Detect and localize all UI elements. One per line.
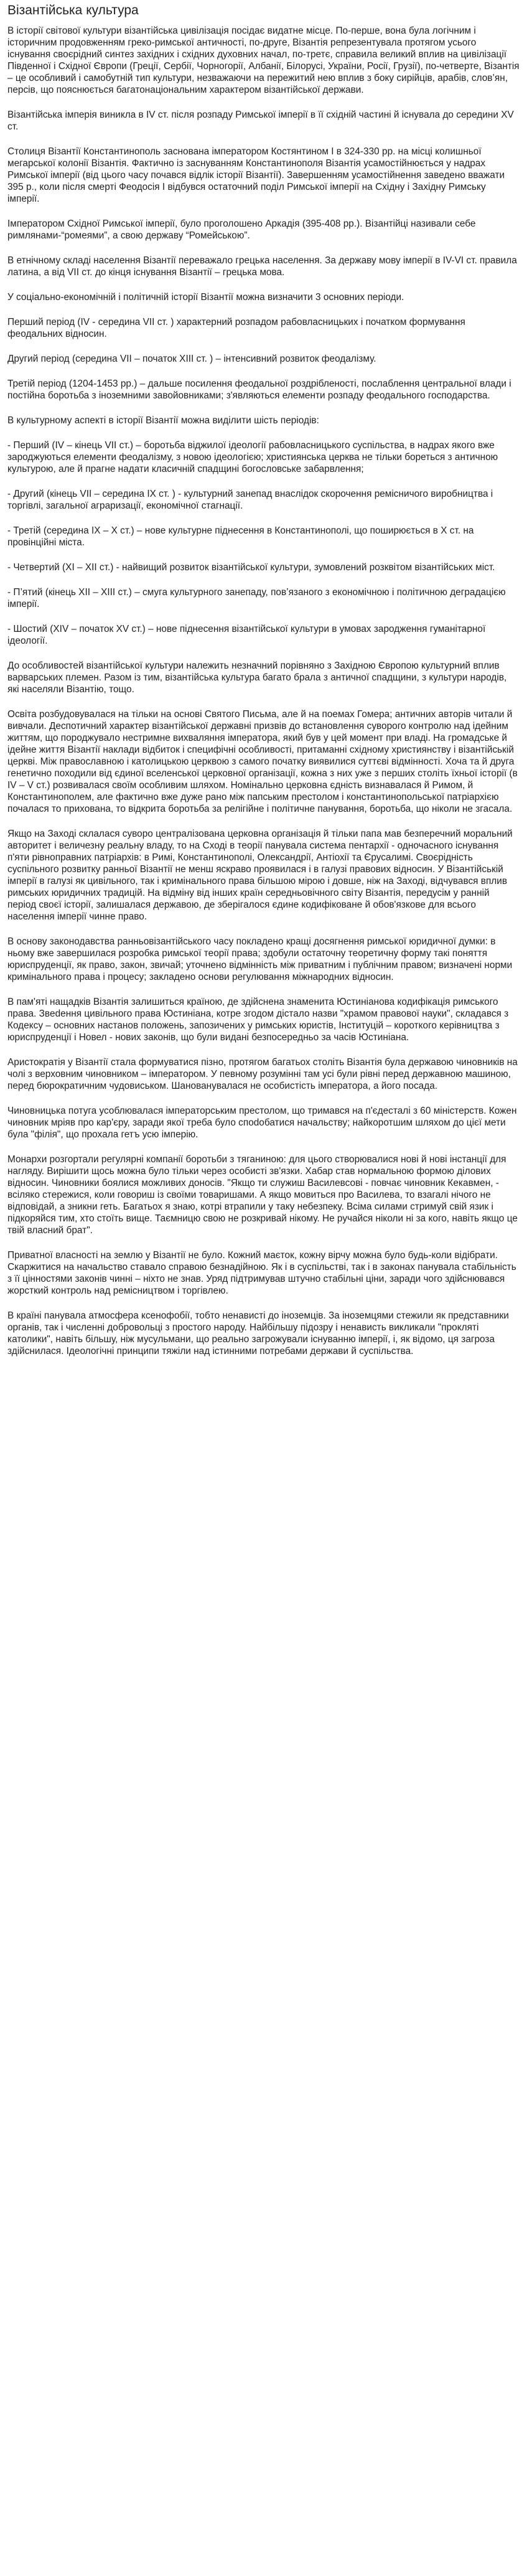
- paragraph: Якщо на Заході склалася суворо централізована церковна організація й тільки папа мав безперечний моральний авторитет і величезну реальну владу, то на Сході в теорії панувала система пентархії - одночасного існування п'яти рівноправних патріархів: в Римі, Константинополі, Олександрії, Антіохії та Єрусалимі. Своєрідність суспільного розвитку ранньої Візантії не менш яскраво проявилася і в галузі правових відносин. У Візантійській імперії в галузі як цивільного, так і кримінального права більшою мірою і довше, ніж на Заході, відчувався вплив римських юридичних традицій. На відміну від інших країн середньовічного світу Візантія, передусім у ранній період своєї історії, залишалася державою, де зберігалося єдине кодифіковане й обов'язкове для всього населення імперії чинне право.: [7, 829, 513, 922]
- paragraph: Аристократія у Візантії стала формуватися пізно, протягом багатьох століть Візантія була державою чиновників на чолі з верховним чиновником – імператором. У певному розумінні там усі були рівні перед державною машиною, перед бюрократичним чудовиськом. Шанованувалася не особистість імператора, а його посада.: [7, 1057, 518, 1091]
- page-title: Візантійська культура: [7, 3, 139, 17]
- paragraph: В етнічному складі населення Візантії переважало грецька населення. За державу мову імперії в IV-VI ст. правила латина, а від VII ст. до кінця існування Візантії – грецька мова.: [7, 255, 517, 278]
- paragraph: - Перший (IV – кінець VII ст.) – боротьба віджилої ідеології рабовласницького суспільства, в надрах якого вже зароджуються елементи феодалізму, з новою ідеологією; християнська церква не тільки бореться з античною культурою, але й прагне надати класичній спадщині богословське забарвлення;: [7, 440, 498, 474]
- paragraph: Імператором Східної Римської імперії, було проголошено Аркадія (395-408 рр.). Візантійці називали себе римлянами-“ромеями”, а свою державу “Ромейською”.: [7, 219, 476, 241]
- document-body: [7, 25, 520, 1357]
- paragraph: Чиновницька потуга усоблювалася імператорським престолом, що тримався на п'єдесталі з 60 міністерств. Кожен чиновник мріяв про кар'єру, заради якої треба було спodобатися начальству; найкоротшим шляхом до цієї мети була "філія", що прохала гетъ усю імперію.: [7, 1106, 517, 1140]
- paragraph: - Шостий (XIV – початок XV ст.) – нове піднесення візантійської культури в умовах зародження гуманітарної ідеології.: [7, 624, 486, 646]
- paragraph: Столиця Візантії Константинополь заснована імператором Костянтином I в 324-330 рр. на місці колишньої мегарської колонії Візантія. Фактично із заснуванням Константинополя Візантія усамостійнюється у надрах Римської імперії (від цього часу почався відлік історії Візантії). Завершенням усамостійнення заведено вважати 395 р., коли після смерті Феодосія I відбувся остаточний поділ Римської імперії на Східну і Західну Римську імперії.: [7, 146, 505, 204]
- paragraph: - Четвертий (XI – XII ст.) - найвищий розвиток візантійської культури, зумовлений розквітом візантійських міст.: [7, 562, 495, 573]
- paragraph: - Другий (кінець VII – середина IX ст. ) - культурний занепад внаслідок скорочення ремісничого виробництва і торгівлі, загальної аграризації, економічної стагнації.: [7, 489, 493, 511]
- paragraph: В культурному аспекті в історії Візантії можна виділити шість періодів:: [7, 415, 319, 426]
- paragraph: - Третій (середина IX – Х ст.) – нове культурне піднесення в Константинополі, що поширюється в Х ст. на провінційні міста.: [7, 525, 474, 548]
- paragraph: Освіта розбудовувалася на тільки на основі Святого Письма, але й на поемах Гомера; античних авторів читали й вивчали. Деспотичний характер візантійської державні призвів до встановлення суворого контролю над ідейним життям, що породжувало нестримне вихваляння імператора, який був у цей момент при владі. На громадське й ідейне життя Візантії наклади відбиток і специфічні особливості, притаманні східному християнству і візантійській церкві. Між православною і католицькою церквою з самого початку виявилися суттєві відмінності. Хоча та й друга генетично походили від єдиної вселенської церковної організації, кожна з них уже з перших століть їхньої історії (в IV – V ст.) розвивалася своїм особливим шляхом. Номінально церковна єдність визнавалася й Римом, й Константинополем, але фактично вже дуже рано між папським престолом і константинопольської патріархією почалася то прихована, то відкрита боротьба за релігійне і політичне панування, боротьба, що ніколи не згасала.: [7, 709, 518, 814]
- paragraph: Другий період (середина VII – початок XIII ст. ) – інтенсивний розвиток феодалізму.: [7, 354, 376, 364]
- paragraph: Третій період (1204-1453 рр.) – дальше посилення феодальної роздрібленості, послаблення центральної влади і постійна боротьба з іноземними завойовниками; з'являються елементи розпаду феодального господарства.: [7, 378, 511, 401]
- paragraph: В основу законодавства ранньовізантійського часу покладено кращі досягнення римської юридичної думки: в ньому вже завершилася розробка римської теорії права; здобули остаточну теоретичну форму такі поняття юриспруденції, як право, закон, звичай; уточнено відмінність між приватним і публічним правом; визначені норми кримінального права і процесу; закладено основи регулювання міжнародних відносин.: [7, 936, 513, 982]
- paragraph: Перший період (IV - середина VII ст. ) характерний розпадом рабовласницьких і початком формування феодальних відносин.: [7, 317, 465, 339]
- paragraph: У соціально-економічній і політичній історії Візантії можна визначити 3 основних періоди.: [7, 292, 404, 303]
- paragraph: В історії світової культури візантійська цивілізація посідає видатне місце. По-перше, вона була логічним і історичним продовженням греко-римської античності, по-друге, Візантія репрезентувала протягом усього існування своєрідний синтез західних і східних духовних начал, по-третє, справила великий вплив на цивілізації Південної і Східної Європи (Греції, Сербії, Чорногорії, Албанії, Білорусі, України, Росії, Грузії), по-четверте, Візантія – це особливий і самобутній тип культури, незважаючи на пережитий нею вплив з боку сирійців, арабів, слов’ян, персів, що пояснюється багатонаціональним характером візантійської держави.: [7, 26, 520, 95]
- paragraph: - П’ятий (кінець XII – XIII ст.) – смуга культурного занепаду, пов’язаного з економічною і політичною деградацією імперії.: [7, 587, 506, 609]
- paragraph: В країні панувала атмосфера ксенофобії, тобто ненависті до іноземців. За іноземцями стежили як представники органів, так і численні добровольці з простого народу. Найбільшу підозру і ненависть викликали "прокляті католики", навіть більшу, ніж мусульмани, що реально загрожували існуванню імперії, і, як відомо, ця загроза здійснилася. Ідеологічні принципи тяжіли над істинними потребами держави й суспільства.: [7, 1310, 509, 1356]
- paragraph: Монархи розгортали регулярні компанії боротьби з тяганиною: для цього створювалися нові й нові інстанції для нагляду. Вирішити щось можна було тільки через особисті зв'язки. Хабар став нормальною формою ділових відносин. Чиновники боялися можливих доносів. "Якщо ти служиш Василевсові - повчає чиновник Кекавмен, - всіляко стережися, коли говориш із своїми товаришами. А якщо мовиться про Василева, то взагалі нічого не відповідай, а зникни геть. Багатьох я знаю, котрі втрапили у таку небезпеку. Всіма силами стримуй свій язик і підкоряйся тим, хто стоїть вище. Таємницю свою не розкривай нікому. Не ручайся ніколи ні за кого, навіть якщо це твій власний брат".: [7, 1154, 518, 1236]
- paragraph: Візантійська імперія виникла в IV ст. після розпаду Римської імперії в її східній частині й існувала до середини XV ст.: [7, 110, 514, 132]
- paragraph: В пам'яті нащадків Візантія залишиться країною, де здійснена знаменита Юстиніанова кодифікація римського права. Звedення цивільного права Юстиніана, котре згодом дістало назви "храмом правової науки", складався з Кодексу – основних настанов положень, запозичених у римських юристів, Інституцій – короткого керівництва з юриспруденції і Новел - нових законів, що були видані безпосередньо за часів Юстиніана.: [7, 997, 509, 1043]
- paragraph: Приватної власності на землю у Візантії не було. Кожний маєток, кожну вірчу можна було будь-коли відібрати. Скаржитися на начальство ставало справою безнадійною. Як і в суспільстві, так і в законах панувала стабільність з її цінностями законів чинні – ніхто не знав. Уряд підтримував штучно стабільні ціни, заради чого здійснювався жорсткий контроль над ремісництвом і торгівлею.: [7, 1250, 516, 1296]
- paragraph: До особливостей візантійської культури належить незначний порівняно з Західною Європою культурний вплив варварських племен. Разом із тим, візантійська культура багато брала з античної спадщини, з культури народів, які населяли Візантію, тощо.: [7, 660, 507, 695]
